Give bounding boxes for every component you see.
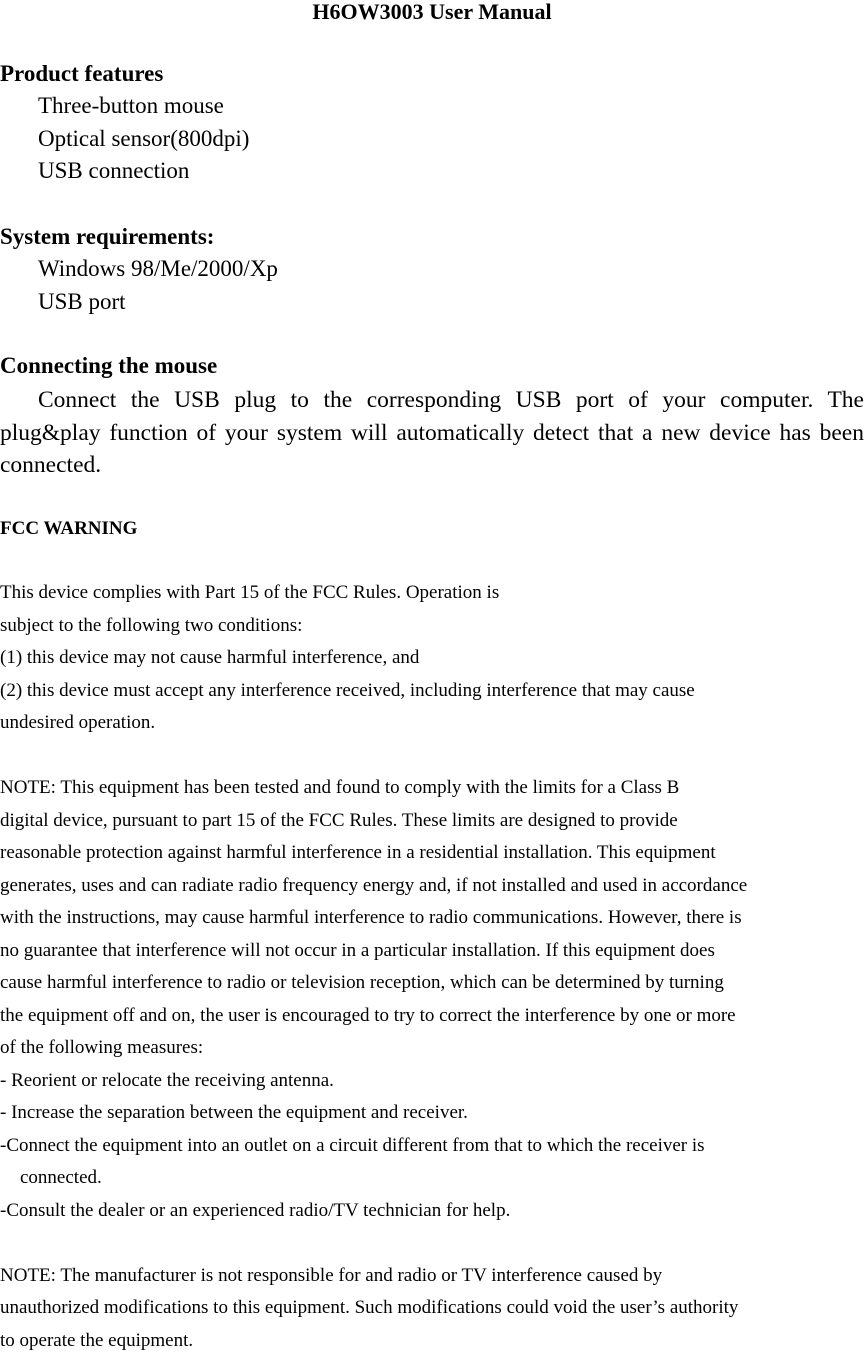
document-title: H6OW3003 User Manual (312, 0, 552, 24)
note1-line: digital device, pursuant to part 15 of the FCC Rules. These limits are designed to provide (0, 810, 678, 831)
compliance-line: undesired operation. (0, 712, 156, 733)
compliance-line: (1) this device may not cause harmful interference, and (0, 647, 420, 668)
measure-item: - Reorient or relocate the receiving antenna. (0, 1070, 334, 1091)
requirement-item: Windows 98/Me/2000/Xp (38, 256, 278, 281)
feature-item: Three-button mouse (38, 93, 224, 118)
feature-item: USB connection (38, 158, 190, 183)
connecting-paragraph: Connect the USB plug to the corresponding USB port of your computer. The plug&play function of your system will automatically detect that a new device has been connected. (0, 387, 864, 478)
note1-line: cause harmful interference to radio or television reception, which can be determined by turning (0, 972, 724, 993)
note1-line: with the instructions, may cause harmful interference to radio communications. However, there is (0, 907, 742, 928)
note2-line: to operate the equipment. (0, 1330, 194, 1351)
note1-line: generates, uses and can radiate radio frequency energy and, if not installed and used in accordance (0, 875, 748, 896)
note1-line: reasonable protection against harmful interference in a residential installation. This equipment (0, 842, 716, 863)
note1-line: no guarantee that interference will not occur in a particular installation. If this equipment does (0, 940, 715, 961)
compliance-line: This device complies with Part 15 of the FCC Rules. Operation is (0, 582, 500, 603)
fcc-warning-heading: FCC WARNING (0, 518, 138, 539)
feature-item: Optical sensor(800dpi) (38, 126, 250, 151)
connecting-heading: Connecting the mouse (0, 353, 218, 378)
requirements-heading: System requirements: (0, 224, 215, 249)
note1-line: of the following measures: (0, 1037, 204, 1058)
note2-line: NOTE: The manufacturer is not responsible for and radio or TV interference caused by (0, 1265, 663, 1286)
compliance-line: subject to the following two conditions: (0, 615, 303, 636)
compliance-line: (2) this device must accept any interference received, including interference that may cause (0, 680, 695, 701)
measure-item: - Increase the separation between the equipment and receiver. (0, 1102, 468, 1123)
measure-item: -Connect the equipment into an outlet on a circuit different from that to which the receiver is (0, 1135, 705, 1156)
measure-item: -Consult the dealer or an experienced radio/TV technician for help. (0, 1200, 511, 1221)
note1-line: the equipment off and on, the user is encouraged to try to correct the interference by one or more (0, 1005, 736, 1026)
note2-line: unauthorized modifications to this equipment. Such modifications could void the user’s authority (0, 1297, 739, 1318)
features-heading: Product features (0, 61, 164, 86)
measure-item-continuation: connected. (20, 1167, 102, 1188)
requirement-item: USB port (38, 289, 126, 314)
note1-line: NOTE: This equipment has been tested and found to comply with the limits for a Class B (0, 777, 680, 798)
